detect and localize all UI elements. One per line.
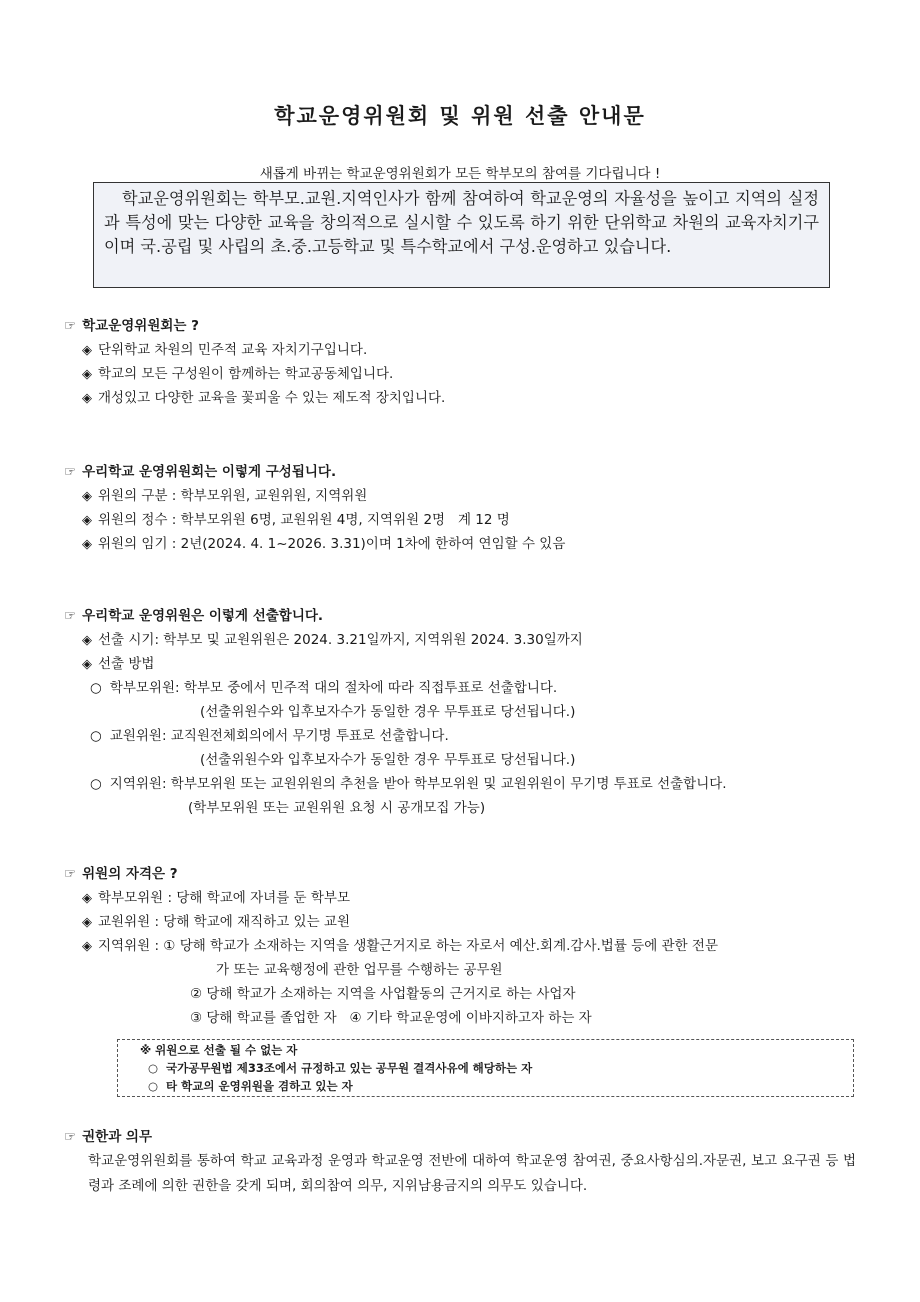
section-qualification-heading: ☞ 위원의 자격은 ?: [64, 866, 178, 882]
list-item: ◈ 위원의 임기 : 2년(2024. 4. 1~2026. 3.31)이며 1차에 한하여 연임할 수 있음: [82, 536, 566, 552]
list-item-note: (선출위원수와 입후보자수가 동일한 경우 무투표로 당선됩니다.): [200, 752, 576, 768]
diamond-bullet-icon: ◈: [82, 343, 92, 358]
section-rights-heading: ☞ 권한과 의무: [64, 1129, 153, 1145]
disqualification-note-box: [117, 1039, 854, 1097]
note-heading: ※ 위원으로 선출 될 수 없는 자: [140, 1043, 298, 1057]
list-item: ◈ 위원의 구분 : 학부모위원, 교원위원, 지역위원: [82, 488, 368, 504]
note-item: ○ 국가공무원법 제33조에서 규정하고 있는 공무원 결격사유에 해당하는 자: [148, 1061, 533, 1075]
section-composition-heading: ☞ 우리학교 운영위원회는 이렇게 구성됩니다.: [64, 464, 337, 480]
circle-bullet-icon: ○: [90, 728, 102, 744]
section-about: [64, 314, 445, 410]
diamond-bullet-icon: ◈: [82, 537, 92, 552]
list-item-note: (선출위원수와 입후보자수가 동일한 경우 무투표로 당선됩니다.): [200, 704, 576, 720]
list-item: ◈ 교원위원 : 당해 학교에 재직하고 있는 교원: [82, 914, 350, 930]
list-item: ◈ 학교의 모든 구성원이 함께하는 학교공동체입니다.: [82, 366, 394, 382]
diamond-bullet-icon: ◈: [82, 657, 92, 672]
diamond-bullet-icon: ◈: [82, 939, 92, 954]
pointing-hand-icon: ☞: [64, 318, 77, 334]
diamond-bullet-icon: ◈: [82, 489, 92, 504]
diamond-bullet-icon: ◈: [82, 633, 92, 648]
list-item-note: (학부모위원 또는 교원위원 요청 시 공개모집 가능): [188, 800, 486, 816]
list-item-continuation: 가 또는 교육행정에 관한 업무를 수행하는 공무원: [216, 962, 503, 978]
list-item: ○ 지역위원: 학부모위원 또는 교원위원의 추천을 받아 학부모위원 및 교원위원이 무기명 투표로 선출합니다.: [90, 776, 727, 792]
list-item-continuation: ② 당해 학교가 소재하는 지역을 사업활동의 근거지로 하는 사업자: [190, 986, 576, 1002]
pointing-hand-icon: ☞: [64, 1129, 77, 1145]
diamond-bullet-icon: ◈: [82, 891, 92, 906]
circle-bullet-icon: ○: [148, 1061, 159, 1075]
list-item-continuation: ③ 당해 학교를 졸업한 자 ④ 기타 학교운영에 이바지하고자 하는 자: [190, 1010, 592, 1026]
pointing-hand-icon: ☞: [64, 464, 77, 480]
page-title: 학교운영위원회 및 위원 선출 안내문: [274, 103, 646, 128]
list-item: ◈ 선출 시기: 학부모 및 교원위원은 2024. 3.21일까지, 지역위원 2024. 3.30일까지: [82, 632, 583, 648]
pointing-hand-icon: ☞: [64, 608, 77, 624]
circle-bullet-icon: ○: [90, 776, 102, 792]
intro-text: 학교운영위원회는 학부모.교원.지역인사가 함께 참여하여 학교운영의 자율성을 높이고 지역의 실정과 특성에 맞는 다양한 교육을 창의적으로 실시할 수 있도록 하기 위한 단위학교 차원의 교육자치기구이며 국.공립 및 사립의 초.중.고등학교 및 특수학교에서 구성.운영하고 있습니다.: [104, 189, 819, 256]
diamond-bullet-icon: ◈: [82, 513, 92, 528]
page-subtitle: 새롭게 바뀌는 학교운영위원회가 모든 학부모의 참여를 기다립니다 !: [259, 166, 661, 182]
rights-paragraph: 학교운영위원회를 통하여 학교 교육과정 운영과 학교운영 전반에 대하여 학교운영 참여권, 중요사항심의.자문권, 보고 요구권 등 법령과 조례에 의한 권한을 갖게 되며, 회의참여 의무, 지위남용금지의 의무도 있습니다.: [88, 1153, 856, 1194]
diamond-bullet-icon: ◈: [82, 367, 92, 382]
section-qualification: [64, 862, 718, 1030]
section-election-heading: ☞ 우리학교 운영위원은 이렇게 선출합니다.: [64, 608, 324, 624]
section-election: [64, 604, 727, 820]
diamond-bullet-icon: ◈: [82, 391, 92, 406]
intro-box: [93, 182, 830, 288]
list-item: ◈ 위원의 정수 : 학부모위원 6명, 교원위원 4명, 지역위원 2명 계 12 명: [82, 512, 510, 528]
section-rights: [64, 1125, 856, 1199]
list-item: ◈ 선출 방법: [82, 656, 155, 672]
list-item: ◈ 단위학교 차원의 민주적 교육 자치기구입니다.: [82, 342, 368, 358]
list-item: ◈ 개성있고 다양한 교육을 꽃피울 수 있는 제도적 장치입니다.: [82, 390, 446, 406]
list-item: ○ 교원위원: 교직원전체회의에서 무기명 투표로 선출합니다.: [90, 728, 449, 744]
list-item: ◈ 지역위원 : ① 당해 학교가 소재하는 지역을 생활근거지로 하는 자로서 예산.회계.감사.법률 등에 관한 전문: [82, 938, 718, 954]
list-item: ◈ 학부모위원 : 당해 학교에 자녀를 둔 학부모: [82, 890, 350, 906]
section-about-heading: ☞ 학교운영위원회는 ?: [64, 318, 199, 334]
section-composition: [64, 460, 565, 556]
diamond-bullet-icon: ◈: [82, 915, 92, 930]
circle-bullet-icon: ○: [90, 680, 102, 696]
circle-bullet-icon: ○: [148, 1079, 159, 1093]
note-item: ○ 타 학교의 운영위원을 겸하고 있는 자: [148, 1079, 353, 1093]
pointing-hand-icon: ☞: [64, 866, 77, 882]
list-item: ○ 학부모위원: 학부모 중에서 민주적 대의 절차에 따라 직접투표로 선출합니다.: [90, 680, 558, 696]
